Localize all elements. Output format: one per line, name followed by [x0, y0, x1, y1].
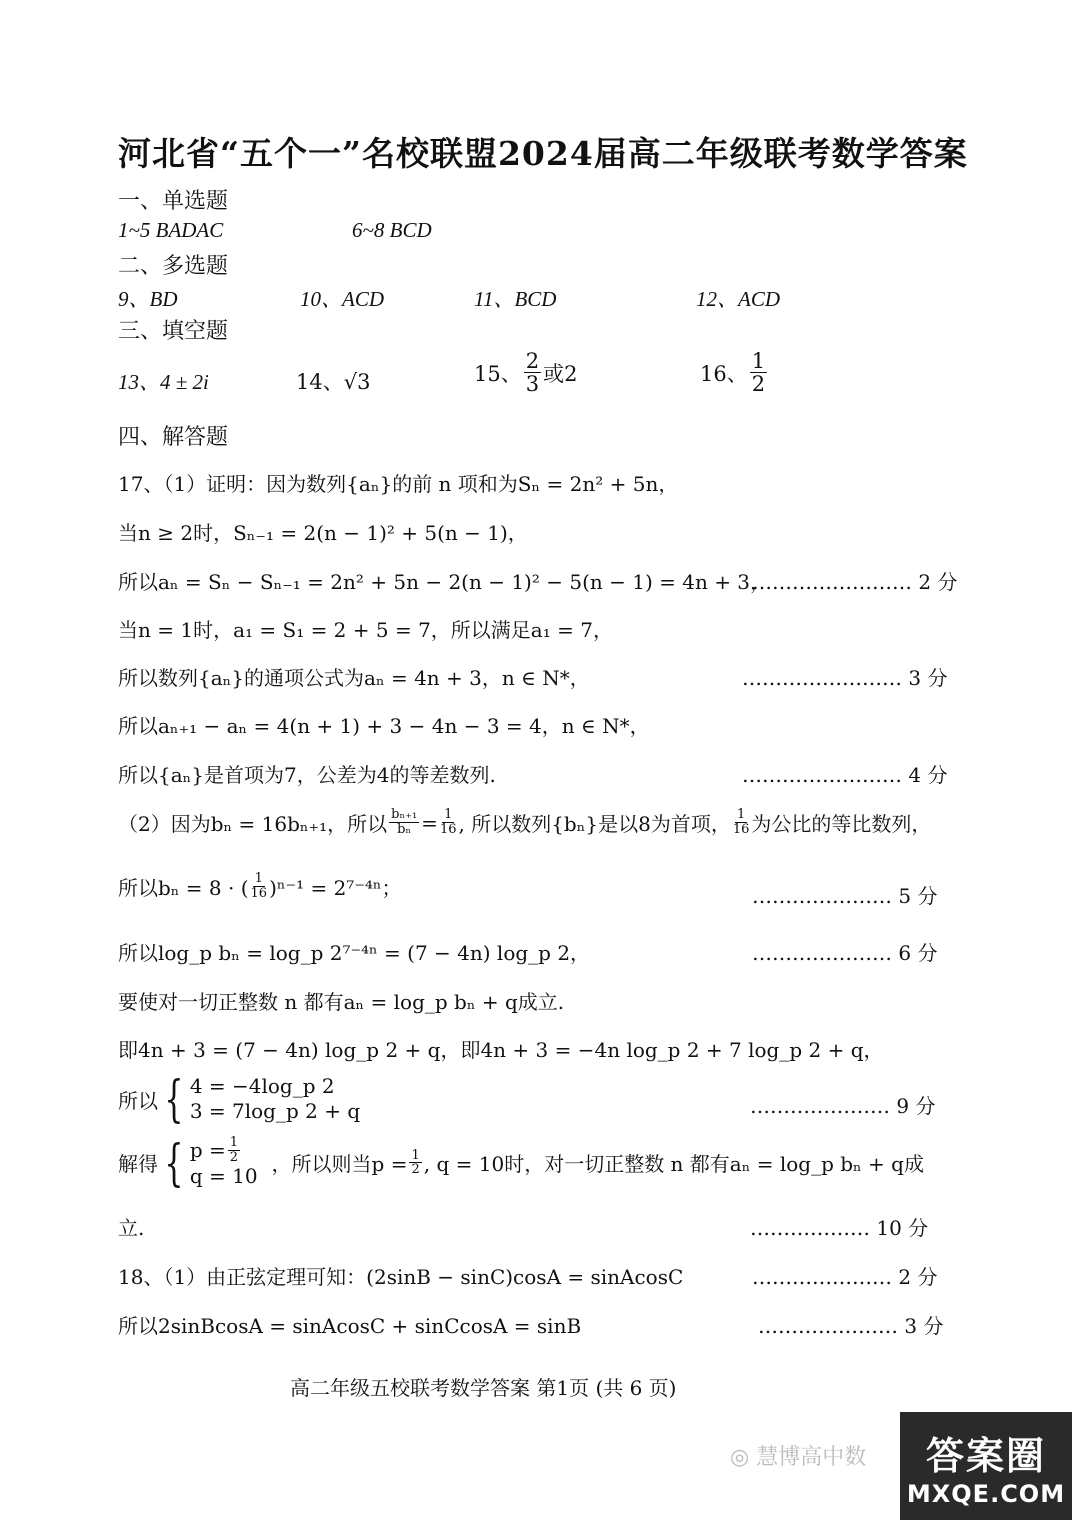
answer-16: 16、 $\frac{1}{2}$: [700, 349, 766, 397]
solution-line: 所以bₙ = 8 · ( $\frac{1}{16}$ )ⁿ⁻¹ = 2⁷⁻⁴ⁿ；: [118, 871, 402, 901]
score-mark: …………………… 2 分: [752, 570, 958, 594]
solution-line: 所以log_p bₙ = log_p 2⁷⁻⁴ⁿ = (7 − 4n) log_p 2，: [118, 941, 591, 965]
section-multi-choice: 二、多选题: [118, 254, 229, 279]
score-mark: ………………… 6 分: [752, 941, 938, 965]
section-solutions: 四、解答题: [118, 425, 229, 450]
answer-13: 13、4 ± 2i: [118, 370, 209, 394]
solution-line: 即4n + 3 = (7 − 4n) log_p 2 + q，即4n + 3 = −4n log_p 2 + 7 log_p 2 + q，: [118, 1038, 884, 1062]
solution-line: 当n = 1时，a₁ = S₁ = 2 + 5 = 7，所以满足a₁ = 7，: [118, 618, 613, 642]
score-mark: ………………… 9 分: [750, 1094, 936, 1118]
score-mark: ………………… 5 分: [752, 884, 938, 908]
answer-15: 15、 $\frac{2}{3}$ 或2: [474, 349, 578, 397]
solution-line: 所以数列{aₙ}的通项公式为aₙ = 4n + 3，n ∈ N*，: [118, 666, 590, 690]
solution-line: （2）因为bₙ = 16bₙ₊₁，所以 $\frac{\text{bₙ₊₁}}{\text{bₙ}}$ = $\frac{1}{16}$ , 所以数列{bₙ}是以8为首项， $\frac{1}{16}$ 为公比的等比数列，: [118, 807, 932, 837]
page-title: 河北省“五个一”名校联盟2024届高二年级联考数学答案: [118, 134, 968, 173]
solution-line: 17、（1）证明：因为数列{aₙ}的前 n 项和为Sₙ = 2n² + 5n，: [118, 472, 679, 496]
answer-9: 9、BD: [118, 287, 178, 311]
score-mark: …………………… 4 分: [742, 763, 948, 787]
section-fill: 三、填空题: [118, 319, 229, 344]
solution-line: 所以aₙ = Sₙ − Sₙ₋₁ = 2n² + 5n − 2(n − 1)² − 5(n − 1) = 4n + 3，: [118, 570, 771, 594]
answer-12: 12、ACD: [696, 287, 780, 311]
answer-10: 10、ACD: [300, 287, 384, 311]
solution-line: 立.: [118, 1216, 145, 1240]
solution-line: 解得 { p = $\frac{1}{2}$ q = 10 ，所以则当p = $\frac{1}{2}$ , q = 10时，对一切正整数 n 都有aₙ = log_p bₙ + q成: [118, 1133, 924, 1192]
answer-6-8: 6~8 BCD: [352, 218, 432, 242]
score-mark: …………………… 3 分: [742, 666, 948, 690]
answer-14: 14、√3: [296, 370, 371, 394]
solution-line: 所以 { 4 = −4log_p 2 3 = 7log_p 2 + q: [118, 1070, 361, 1128]
solution-line: 18、（1）由正弦定理可知：(2sinB − sinC)cosA = sinAcosC: [118, 1265, 684, 1289]
watermark: ◎ 慧博高中数: [730, 1445, 867, 1470]
page-footer: 高二年级五校联考数学答案 第1页 (共 6 页): [290, 1376, 677, 1400]
site-stamp-logo: 答案圈 MXQE.COM: [900, 1412, 1072, 1520]
solution-line: 所以aₙ₊₁ − aₙ = 4(n + 1) + 3 − 4n − 3 = 4，n ∈ N*，: [118, 714, 650, 738]
section-single-choice: 一、单选题: [118, 189, 229, 214]
solution-line: 所以{aₙ}是首项为7，公差为4的等差数列.: [118, 763, 496, 787]
solution-line: 当n ≥ 2时，Sₙ₋₁ = 2(n − 1)² + 5(n − 1)，: [118, 521, 528, 545]
score-mark: ………………… 3 分: [758, 1314, 944, 1338]
wechat-icon: ◎: [730, 1445, 750, 1470]
solution-line: 所以2sinBcosA = sinAcosC + sinCcosA = sinB: [118, 1314, 582, 1338]
sqrt-value: √3: [343, 370, 371, 394]
answer-11: 11、BCD: [474, 287, 557, 311]
score-mark: ……………… 10 分: [750, 1216, 929, 1240]
score-mark: ………………… 2 分: [752, 1265, 938, 1289]
solution-line: 要使对一切正整数 n 都有aₙ = log_p bₙ + q成立.: [118, 990, 565, 1014]
answer-1-5: 1~5 BADAC: [118, 218, 224, 242]
